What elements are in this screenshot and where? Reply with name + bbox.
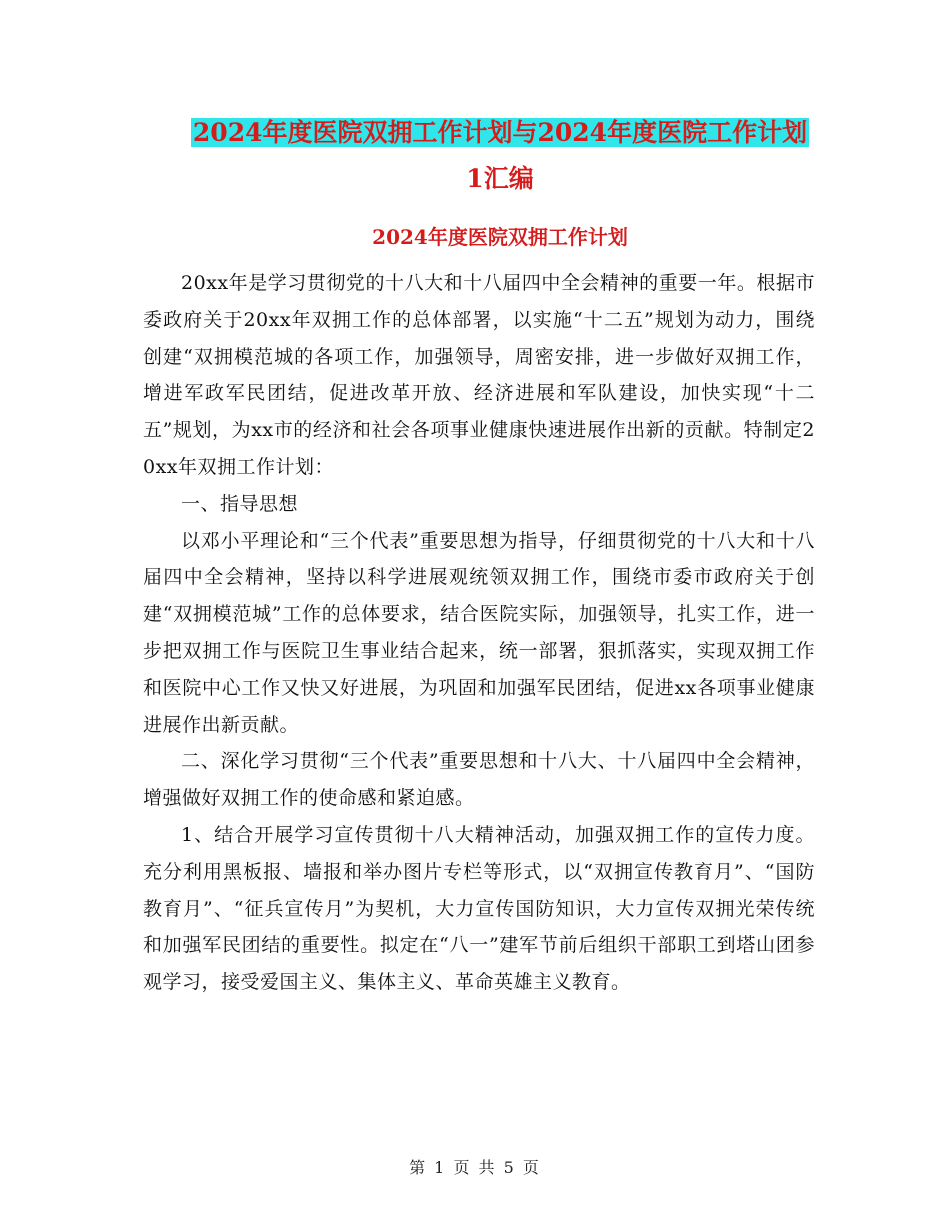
document-body [143,265,815,1001]
paragraph-intro: 20xx年是学习贯彻党的十八大和十八届四中全会精神的重要一年。根据市委政府关于20xx年双拥工作的总体部署，以实施“十二五”规划为动力，围绕创建“双拥模范城的各项工作，加强领导，周密安排，进一步做好双拥工作，增进军政军民团结，促进改革开放、经济进展和军队建设，加快实现“十二五”规划，为xx市的经济和社会各项事业健康快速进展作出新的贡献。特制定20xx年双拥工作计划： [143,272,815,478]
paragraph-guiding-ideology: 以邓小平理论和“三个代表”重要思想为指导，仔细贯彻党的十八大和十八届四中全会精神，坚持以科学进展观统领双拥工作，围绕市委市政府关于创建“双拥模范城”工作的总体要求，结合医院实际，加强领导，扎实工作，进一步把双拥工作与医院卫生事业结合起来，统一部署，狠抓落实，实现双拥工作和医院中心工作又快又好进展，为巩固和加强军民团结，促进xx各项事业健康进展作出新贡献。 [143,529,815,736]
page-footer: 第 1 页 共 5 页 [409,1158,541,1177]
document-title-line1: 2024年度医院双拥工作计划与2024年度医院工作计划 [192,118,808,147]
heading-study-spirit: 二、深化学习贯彻“三个代表”重要思想和十八大、十八届四中全会精神，增强做好双拥工作的使命感和紧迫感。 [143,750,815,810]
document-title-line2: 1汇编 [466,164,534,193]
paragraph-item-1: 1、结合开展学习宣传贯彻十八大精神活动，加强双拥工作的宣传力度。充分利用黑板报、墙报和举办图片专栏等形式，以“双拥宣传教育月”、“国防教育月”、“征兵宣传月”为契机，大力宣传国防知识，大力宣传双拥光荣传统和加强军民团结的重要性。拟定在“八一”建军节前后组织干部职工到塔山团参观学习，接受爱国主义、集体主义、革命英雄主义教育。 [143,823,815,994]
section-title: 2024年度医院双拥工作计划 [372,225,628,249]
heading-guiding-ideology: 一、指导思想 [181,492,299,515]
document-title [140,110,860,202]
